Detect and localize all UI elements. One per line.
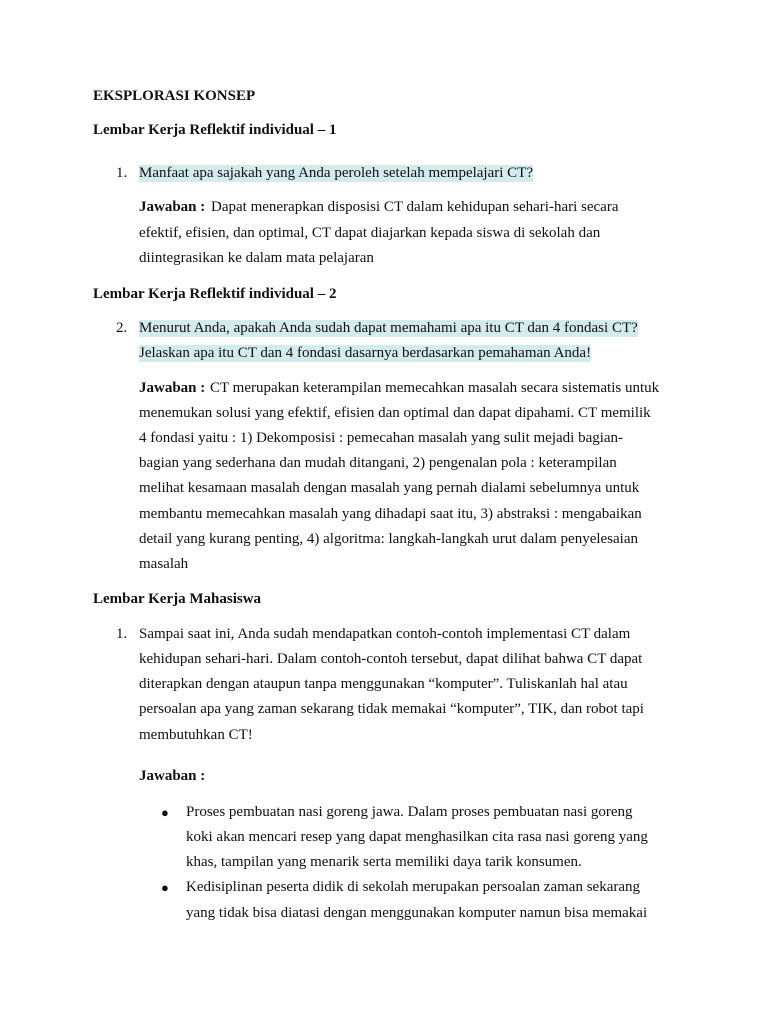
question-3-text: Sampai saat ini, Anda sudah mendapatkan contoh-contoh implementasi CT dalam bbox=[139, 626, 631, 642]
bullet-2-line: yang tidak bisa diatasi dengan menggunakan komputer namun bisa memakai bbox=[186, 905, 648, 921]
answer-2-line: masalah bbox=[139, 556, 189, 572]
answer-2-line: menemukan solusi yang efektif, efisien dan optimal dan dapat dipahami. CT memilik bbox=[139, 405, 651, 421]
answer-2-line: CT merupakan keterampilan memecahkan masalah secara sistematis untuk bbox=[210, 380, 660, 396]
answer-3-label: Jawaban : bbox=[139, 768, 206, 784]
answer-2-line: bagian yang sederhana dan mudah ditangani, 2) pengenalan pola : keterampilan bbox=[139, 455, 617, 471]
answer-1-line: diintegrasikan ke dalam mata pelajaran bbox=[139, 250, 374, 266]
answer-2-label: Jawaban : bbox=[139, 380, 206, 396]
answer-2-line: detail yang kurang penting, 4) algoritma: langkah-langkah urut dalam penyelesaian bbox=[139, 531, 638, 547]
bullet-icon: ● bbox=[161, 805, 169, 820]
section-2-title: Lembar Kerja Reflektif individual – 2 bbox=[93, 286, 337, 302]
bullet-2-line: Kedisiplinan peserta didik di sekolah merupakan persoalan zaman sekarang bbox=[186, 879, 641, 895]
bullet-icon: ● bbox=[161, 880, 169, 895]
question-1-text: Manfaat apa sajakah yang Anda peroleh setelah mempelajari CT? bbox=[139, 165, 533, 181]
answer-1-line: efektif, efisien, dan optimal, CT dapat diajarkan kepada siswa di sekolah dan bbox=[139, 225, 601, 241]
bullet-1-line: khas, tampilan yang menarik serta memiliki daya tarik konsumen. bbox=[186, 854, 582, 870]
question-1-number: 1. bbox=[116, 165, 128, 181]
section-1-title: Lembar Kerja Reflektif individual – 1 bbox=[93, 122, 337, 138]
question-2-number: 2. bbox=[116, 320, 128, 336]
question-2-text: Menurut Anda, apakah Anda sudah dapat memahami apa itu CT dan 4 fondasi CT? bbox=[139, 320, 638, 336]
answer-2-line: membantu memecahkan masalah yang dihadapi saat itu, 3) abstraksi : mengabaikan bbox=[139, 506, 642, 522]
bullet-1-line: Proses pembuatan nasi goreng jawa. Dalam proses pembuatan nasi goreng bbox=[186, 804, 633, 820]
question-3-text: diterapkan dengan ataupun tanpa menggunakan “komputer”. Tuliskanlah hal atau bbox=[139, 676, 628, 692]
question-2-text: Jelaskan apa itu CT dan 4 fondasi dasarnya berdasarkan pemahaman Anda! bbox=[139, 345, 592, 361]
answer-1-line: Dapat menerapkan disposisi CT dalam kehidupan sehari-hari secara bbox=[211, 199, 619, 215]
answer-1-label: Jawaban : bbox=[139, 199, 206, 215]
question-3-number: 1. bbox=[116, 626, 128, 642]
answer-2-line: 4 fondasi yaitu : 1) Dekomposisi : pemecahan masalah yang sulit mejadi bagian- bbox=[139, 430, 624, 446]
answer-2-line: melihat kesamaan masalah dengan masalah yang pernah dialami sebelumnya untuk bbox=[139, 480, 640, 496]
bullet-1-line: koki akan mencari resep yang dapat menghasilkan cita rasa nasi goreng yang bbox=[186, 829, 648, 845]
page-heading: EKSPLORASI KONSEP bbox=[93, 88, 256, 104]
question-3-text: kehidupan sehari-hari. Dalam contoh-contoh tersebut, dapat dilihat bahwa CT dapat bbox=[139, 651, 643, 667]
question-3-text: persoalan apa yang zaman sekarang tidak memakai “komputer”, TIK, dan robot tapi bbox=[139, 701, 644, 717]
question-3-text: membutuhkan CT! bbox=[139, 727, 253, 743]
section-3-title: Lembar Kerja Mahasiswa bbox=[93, 591, 262, 607]
